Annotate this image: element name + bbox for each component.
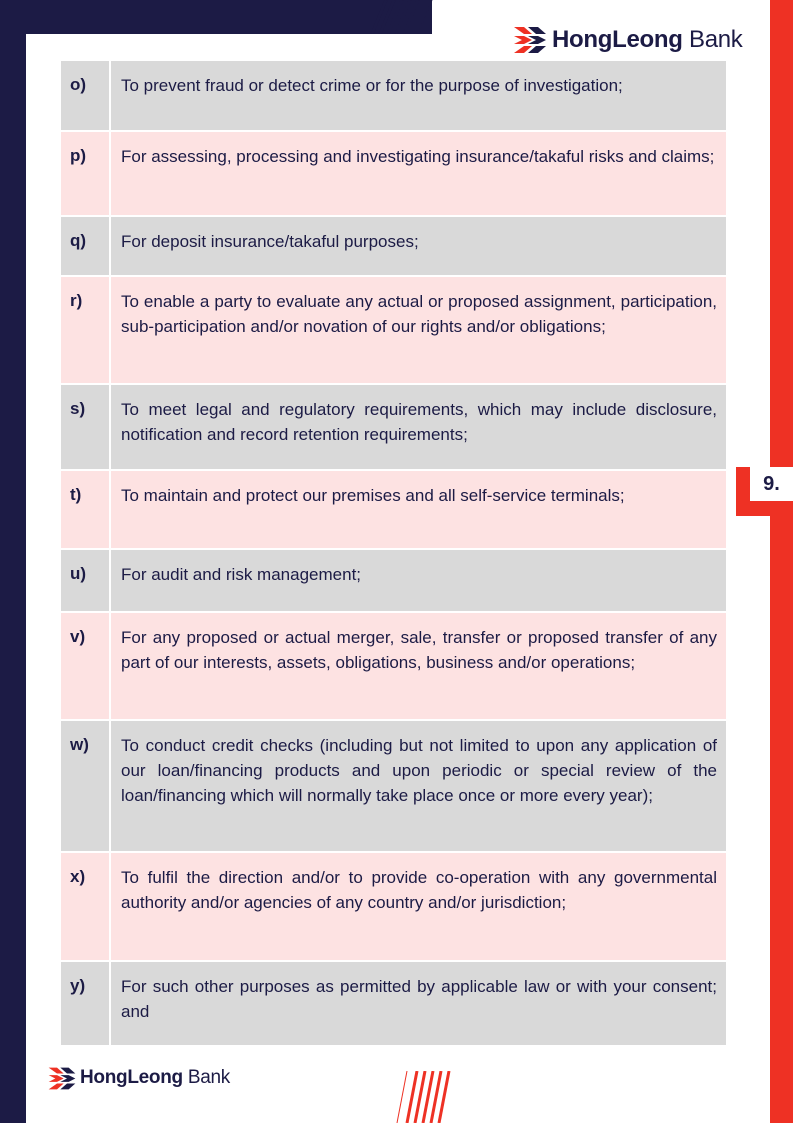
table-row: [61, 550, 726, 613]
row-letter: s): [61, 385, 111, 471]
table-row: [61, 613, 726, 721]
section-tab: [736, 467, 793, 516]
header-logo: [512, 20, 743, 60]
table-row: [61, 132, 726, 217]
row-text: To meet legal and regulatory requirements, which may include disclosure, notification and record retention requirements;: [111, 385, 726, 471]
header-logo-text: HongLeong Bank: [552, 26, 743, 53]
row-text: For such other purposes as permitted by applicable law or with your consent; and: [111, 962, 726, 1047]
footer-logo: [47, 1062, 230, 1094]
table-row: [61, 721, 726, 853]
row-text: To conduct credit checks (including but not limited to upon any application of our loan/financing products and upon periodic or special review of the loan/financing which will normally take place once or more every year);: [111, 721, 726, 853]
row-letter: w): [61, 721, 111, 853]
left-navy-band: [0, 0, 26, 1123]
row-text: For assessing, processing and investigating insurance/takaful risks and claims;: [111, 132, 726, 217]
row-text: For deposit insurance/takaful purposes;: [111, 217, 726, 277]
row-text: To fulfil the direction and/or to provide co-operation with any governmental authority and/or agencies of any country and/or jurisdiction;: [111, 853, 726, 962]
table-row: [61, 277, 726, 385]
purposes-table: [61, 61, 726, 1047]
hong-leong-emblem-icon: [512, 24, 548, 56]
row-letter: y): [61, 962, 111, 1047]
row-letter: r): [61, 277, 111, 385]
row-letter: p): [61, 132, 111, 217]
row-letter: t): [61, 471, 111, 550]
row-text: For audit and risk management;: [111, 550, 726, 613]
bottom-stripes-decoration: [395, 1071, 455, 1123]
row-letter: u): [61, 550, 111, 613]
row-text: To prevent fraud or detect crime or for the purpose of investigation;: [111, 61, 726, 132]
row-letter: q): [61, 217, 111, 277]
top-stripes-decoration: [366, 0, 436, 34]
row-text: To enable a party to evaluate any actual or proposed assignment, participation, sub-participation and/or novation of our rights and/or obligations;: [111, 277, 726, 385]
table-row: [61, 385, 726, 471]
table-row: [61, 853, 726, 962]
table-row: [61, 471, 726, 550]
row-letter: o): [61, 61, 111, 132]
table-row: [61, 217, 726, 277]
row-text: To maintain and protect our premises and all self-service terminals;: [111, 471, 726, 550]
footer-logo-text: HongLeong Bank: [80, 1067, 230, 1088]
hong-leong-emblem-icon: [47, 1065, 77, 1092]
right-red-band: [770, 0, 793, 1071]
section-number: 9.: [750, 467, 793, 501]
table-row: [61, 962, 726, 1047]
row-text: For any proposed or actual merger, sale, transfer or proposed transfer of any part of our interests, assets, obligations, business and/or operations;: [111, 613, 726, 721]
row-letter: v): [61, 613, 111, 721]
row-letter: x): [61, 853, 111, 962]
table-row: [61, 61, 726, 132]
